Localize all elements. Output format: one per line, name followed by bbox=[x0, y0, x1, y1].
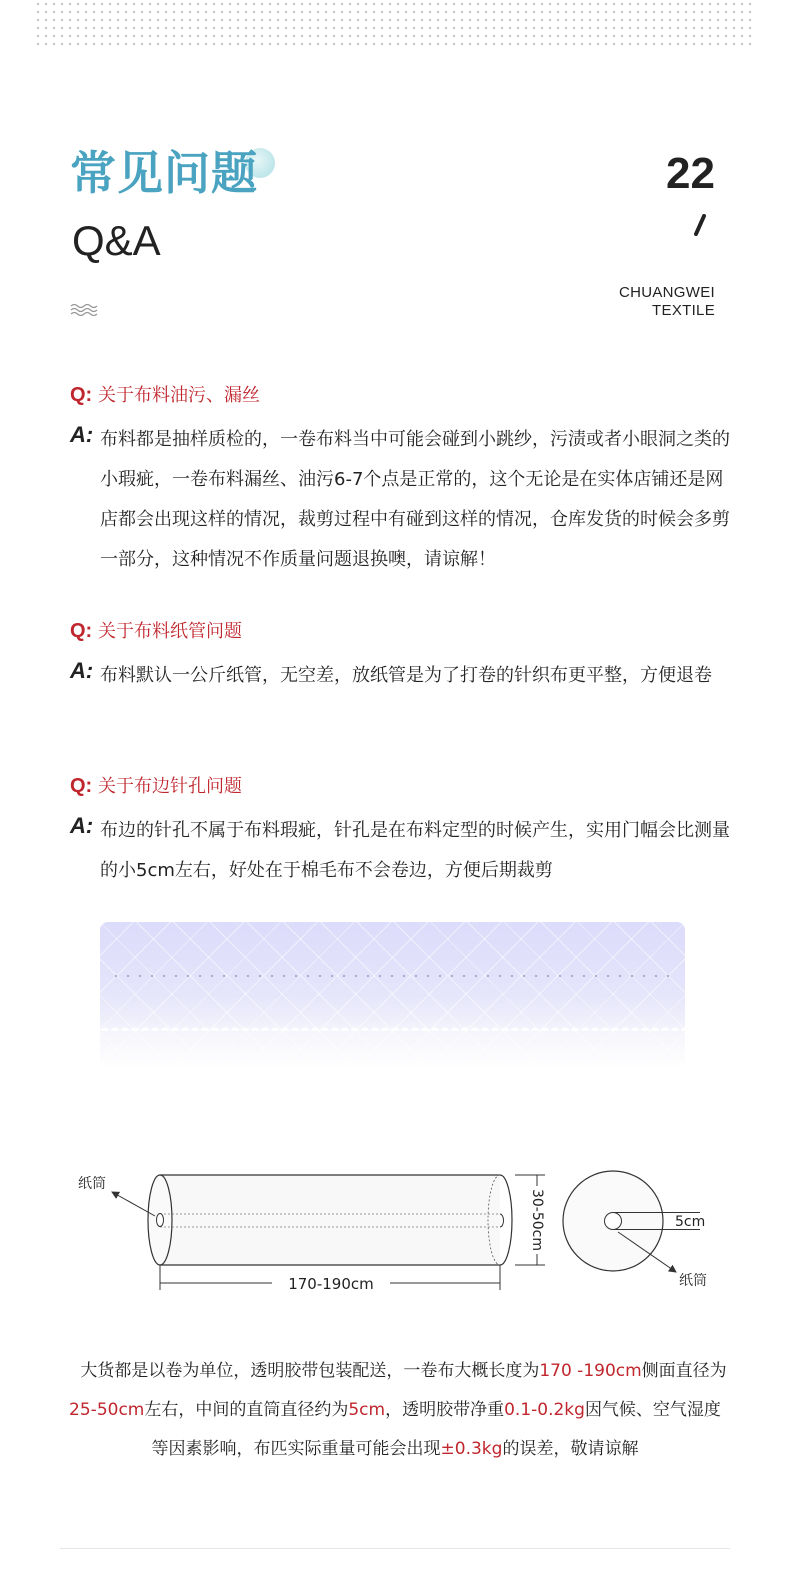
dot-pattern-decoration bbox=[34, 0, 756, 46]
answer-text: 布料默认一公斤纸管，无空差，放纸管是为了打卷的针织布更平整，方便退卷 bbox=[100, 665, 712, 686]
tube-diagram bbox=[60, 1150, 740, 1310]
qa-item bbox=[70, 383, 730, 580]
core-right-end bbox=[500, 1214, 504, 1227]
diameter-label: 30-50cm bbox=[529, 1188, 545, 1252]
question-text: 关于布边针孔问题 bbox=[97, 776, 242, 797]
brand-name bbox=[619, 284, 715, 320]
roll-spec-text: 大货都是以卷为单位，透明胶带包装配送，一卷布大概长度为170 -190cm侧面直径为25-50cm左右，中间的直筒直径约为5cm，透明胶带净重0.1-0.2kg因气候、空气湿度等因素影响，布匹实际重量可能会出现±0.3kg的误差，敬请谅解 bbox=[69, 1361, 727, 1459]
core-left-end bbox=[157, 1214, 164, 1227]
q-mark: Q: bbox=[70, 775, 93, 797]
answer-text: 布料都是抽样质检的，一卷布料当中可能会碰到小跳纱，污渍或者小眼洞之类的小瑕疵，一卷布料漏丝、油污6-7个点是正常的，这个无论是在实体店铺还是网店都会出现这样的情况，裁剪过程中有碰到这样的情况，仓库发货的时候会多剪一部分，这种情况不作质量问题退换噢，请谅解！ bbox=[100, 429, 730, 570]
question-text: 关于布料油污、漏丝 bbox=[97, 385, 260, 406]
question bbox=[70, 774, 730, 799]
core-end-view bbox=[605, 1213, 622, 1230]
answer bbox=[70, 656, 730, 696]
a-mark: A: bbox=[70, 422, 94, 447]
qa-item bbox=[70, 619, 730, 696]
wave-icon bbox=[70, 302, 98, 316]
tube-right-label: 纸筒 bbox=[679, 1273, 707, 1289]
roll-right-end bbox=[500, 1175, 512, 1265]
highlight-tape-weight: 0.1-0.2kg bbox=[504, 1400, 585, 1420]
answer bbox=[70, 420, 730, 580]
q-mark: Q: bbox=[70, 620, 93, 642]
needle-holes bbox=[110, 974, 675, 978]
roll-body bbox=[160, 1175, 500, 1265]
brand-line-1: CHUANGWEI bbox=[618, 284, 715, 301]
answer-text: 布边的针孔不属于布料瑕疵，针孔是在布料定型的时候产生，实用门幅会比测量的小5cm左右，好处在于棉毛布不会卷边，方便后期裁剪 bbox=[100, 820, 730, 881]
page-subtitle: Q&A bbox=[72, 217, 161, 264]
slash-icon bbox=[693, 214, 707, 236]
core-label: 5cm bbox=[675, 1214, 706, 1230]
a-mark: A: bbox=[70, 813, 94, 838]
page-title: 常见问题 bbox=[70, 146, 258, 200]
tube-left-label: 纸筒 bbox=[78, 1176, 106, 1192]
qa-item bbox=[70, 774, 730, 891]
a-mark: A: bbox=[70, 658, 94, 683]
brand-line-2: TEXTILE bbox=[652, 302, 715, 319]
fabric-photo bbox=[100, 922, 685, 1070]
answer bbox=[70, 811, 730, 891]
length-label: 170-190cm bbox=[288, 1275, 374, 1293]
fabric-edge bbox=[100, 1017, 685, 1031]
q-mark: Q: bbox=[70, 384, 93, 406]
highlight-error: ±0.3kg bbox=[440, 1439, 503, 1459]
question-text: 关于布料纸管问题 bbox=[97, 621, 242, 642]
highlight-core: 5cm bbox=[348, 1400, 386, 1420]
question bbox=[70, 619, 730, 644]
footer-divider bbox=[60, 1548, 730, 1549]
page-number: 22 bbox=[666, 149, 715, 198]
question bbox=[70, 383, 730, 408]
highlight-diameter: 25-50cm bbox=[69, 1400, 145, 1420]
highlight-length: 170 -190cm bbox=[539, 1361, 642, 1381]
